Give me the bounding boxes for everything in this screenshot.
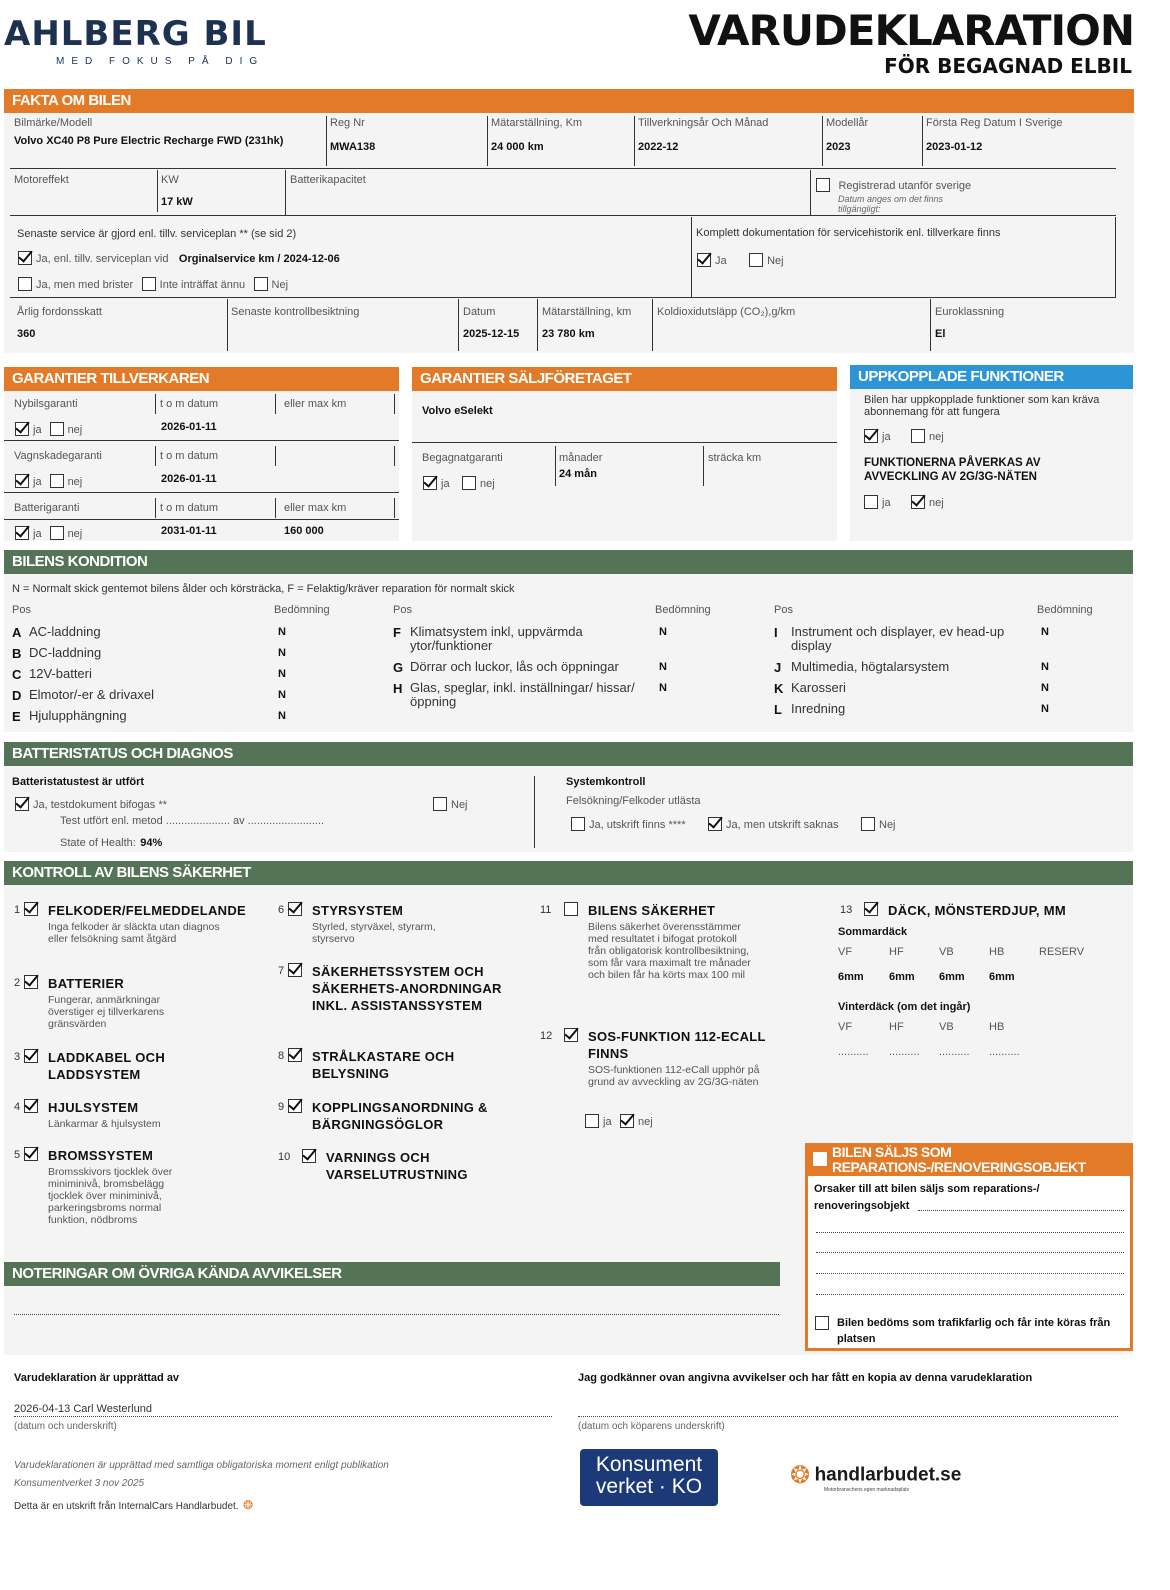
condition-pos: B	[12, 646, 22, 661]
tax-label: Årlig fordonsskatt	[17, 306, 102, 318]
insp-date-label: Datum	[463, 306, 496, 318]
warranty-label: Vagnskadegaranti	[14, 450, 102, 462]
safety-number: 2	[14, 977, 21, 989]
impact-no-label: nej	[929, 497, 944, 509]
tire-col-summer: RESERV	[1039, 946, 1085, 958]
service-opt1-value: Orginalservice km / 2024-12-06	[178, 253, 340, 265]
sys-opt2-checkbox[interactable]	[708, 817, 722, 831]
sys-opt2-label: Ja, men utskrift saknas	[726, 819, 839, 831]
salj-company: Volvo eSelekt	[422, 405, 493, 417]
safety-checkbox[interactable]	[24, 1099, 38, 1113]
condition-grade: N	[278, 668, 286, 680]
warranty-yes-checkbox[interactable]	[15, 422, 29, 436]
tax-value: 360	[17, 328, 36, 340]
summer-depth: 6mm	[939, 971, 965, 983]
kw-label: KW	[161, 174, 179, 186]
condition-pos: G	[393, 660, 404, 675]
safety-number: 11	[540, 904, 552, 916]
sys-opt3-checkbox[interactable]	[861, 817, 875, 831]
model-label: Bilmärke/Modell	[14, 117, 93, 129]
condition-grade: N	[659, 661, 667, 673]
doc-yes-label: Ja	[715, 255, 727, 267]
grade-header: Bedömning	[274, 604, 330, 616]
insp-date-value: 2025-12-15	[463, 328, 520, 340]
safety-number: 6	[278, 904, 285, 916]
safety-title: STYRSYSTEM	[312, 903, 404, 918]
sos-no-checkbox[interactable]	[620, 1114, 634, 1128]
safety-desc: SOS-funktionen 112-eCall upphör på grund av avveckling av 2G/3G-näten	[588, 1064, 760, 1088]
summer-label: Sommardäck	[838, 926, 908, 938]
condition-pos: I	[774, 625, 778, 640]
sys-opt1-label: Ja, utskrift finns ****	[589, 819, 686, 831]
year-label: Modellår	[826, 117, 869, 129]
safety-desc: Inga felkoder är släckta utan diagnos eller felsökning samt åtgärd	[48, 921, 220, 945]
buyer-sign-line[interactable]	[578, 1416, 1118, 1417]
safety-title: SOS-FUNKTION 112-ECALL FINNS	[588, 1029, 766, 1061]
tire-col-winter: HF	[889, 1021, 904, 1033]
uppk-no-checkbox[interactable]	[911, 429, 925, 443]
co2-label: Koldioxidutsläpp (CO₂),g/km	[657, 306, 796, 318]
effect-label: Motoreffekt	[14, 174, 69, 186]
safety-number: 13	[840, 904, 853, 916]
doc-subtitle: FÖR BEGAGNAD ELBIL	[884, 54, 1132, 78]
safety-checkbox[interactable]	[288, 902, 302, 916]
sys-label: Systemkontroll	[566, 776, 646, 788]
sys-opt3-label: Nej	[879, 819, 896, 831]
warranty-no-checkbox[interactable]	[50, 526, 64, 540]
handlarbudet-logo	[790, 1461, 961, 1493]
safety-checkbox[interactable]	[564, 1028, 578, 1042]
garanti-salj-header: GARANTIER SÄLJFÖRETAGET	[412, 367, 837, 391]
batt-method: Test utfört enl. metod ..................... av .........................	[60, 815, 325, 827]
warranty-date-label: t o m datum	[160, 450, 219, 462]
safety-checkbox[interactable]	[564, 902, 578, 916]
uppk-impact: FUNKTIONERNA PÅVERKAS AV AVVECKLING AV 2G/3G-NÄTEN	[864, 457, 1041, 483]
condition-name: Instrument och displayer, ev head-up display	[791, 624, 1005, 653]
warranty-no-label: nej	[67, 476, 83, 488]
reg-label: Reg Nr	[330, 117, 365, 129]
distance-label: sträcka km	[708, 452, 762, 464]
impact-yes-label: ja	[882, 497, 891, 509]
inspection-label: Senaste kontrollbesiktning	[231, 306, 360, 318]
km-value: 24 000 km	[491, 141, 544, 153]
doc-no-checkbox[interactable]	[749, 253, 763, 267]
doc-label: Komplett dokumentation för servicehistorik enl. tillverkare finns	[696, 227, 1001, 239]
safety-checkbox[interactable]	[24, 1049, 38, 1063]
condition-grade: N	[1041, 661, 1049, 673]
logo	[4, 14, 267, 67]
condition-name: Elmotor/-er & drivaxel	[29, 687, 154, 702]
safety-title: BATTERIER	[48, 976, 125, 991]
tire-col-winter: HB	[989, 1021, 1005, 1033]
safety-checkbox[interactable]	[864, 902, 878, 916]
used-no-checkbox[interactable]	[462, 476, 476, 490]
buyer-sign-label: (datum och köparens underskrift)	[578, 1421, 725, 1432]
handlarbudet-small-icon: ❂	[243, 1498, 254, 1512]
safety-desc: Fungerar, anmärkningar överstiger ej tillverkarens gränsvärden	[48, 994, 165, 1030]
condition-grade: N	[278, 689, 286, 701]
service-opt3-checkbox[interactable]	[142, 277, 156, 291]
warranty-date-value: 2026-01-11	[161, 473, 217, 485]
safety-desc: Bilens säkerhet överensstämmer med resultatet i bifogat protokoll från obligatorisk kontrollbesiktning, som får vara maximalt tre månader och bilen får ha körts max 100 mil	[588, 921, 751, 981]
batt-no-label: Nej	[451, 799, 468, 811]
warranty-label: Batterigaranti	[14, 502, 80, 514]
impact-yes-checkbox[interactable]	[864, 495, 878, 509]
safety-title: BILENS SÄKERHET	[588, 903, 716, 918]
batt-yes-label: Ja, testdokument bifogas **	[33, 799, 167, 811]
condition-name: DC-laddning	[29, 645, 102, 660]
logo-name: AHLBERG BIL	[4, 14, 267, 54]
warranty-yes-checkbox[interactable]	[15, 474, 29, 488]
condition-grade: N	[278, 710, 286, 722]
logo-tagline: MED FOKUS PÅ DIG	[56, 56, 265, 67]
warranty-date-label: t o m datum	[160, 398, 219, 410]
soh-value: 94%	[140, 837, 163, 849]
service-opt4-checkbox[interactable]	[254, 277, 268, 291]
grade-header: Bedömning	[1037, 604, 1093, 616]
warranty-km-label: eller max km	[284, 398, 347, 410]
reparation-reason: Orsaker till att bilen säljs som reparations-/ renoveringsobjekt	[814, 1183, 1040, 1212]
safety-title: VARNINGS OCH VARSELUTRUSTNING	[326, 1150, 468, 1182]
note1: Varudeklarationen är upprättad med samtliga obligatoriska moment enligt publikation	[14, 1460, 389, 1471]
condition-grade: N	[1041, 626, 1049, 638]
safety-title: DÄCK, MÖNSTERDJUP, MM	[888, 903, 1066, 918]
sos-no-label: nej	[638, 1116, 653, 1128]
noteringar-header: NOTERINGAR OM ÖVRIGA KÄNDA AVVIKELSER	[4, 1262, 780, 1286]
safety-checkbox[interactable]	[288, 963, 302, 977]
service-opt3-label: Inte inträffat ännu	[159, 279, 246, 291]
euro-label: Euroklassning	[935, 306, 1005, 318]
batt-no-checkbox[interactable]	[433, 797, 447, 811]
summer-depth: 6mm	[889, 971, 915, 983]
sos-yes-label: ja	[603, 1116, 612, 1128]
warranty-no-label: nej	[67, 424, 83, 436]
safety-title: BROMSSYSTEM	[48, 1148, 154, 1163]
handlarbudet-name: handlarbudet.se	[814, 1464, 962, 1486]
safety-title: LADDKABEL OCH LADDSYSTEM	[48, 1050, 166, 1082]
note2: Konsumentverket 3 nov 2025	[14, 1478, 145, 1489]
safety-title: HJULSYSTEM	[48, 1100, 139, 1115]
tire-col-summer: HF	[889, 946, 904, 958]
garanti-tillv-header: GARANTIER TILLVERKAREN	[4, 367, 399, 391]
handlarbudet-icon: ❂	[790, 1462, 811, 1489]
warranty-date-value: 2026-01-11	[161, 421, 217, 433]
insp-km-value: 23 780 km	[542, 328, 595, 340]
uppk-yes-label: ja	[882, 431, 891, 443]
kw-value: 17 kW	[161, 196, 193, 208]
condition-pos: A	[12, 625, 22, 640]
batt-test-label: Batteristatustest är utfört	[12, 776, 145, 788]
warranty-yes-label: ja	[33, 476, 42, 488]
safety-checkbox[interactable]	[24, 1147, 38, 1161]
made-by-label: Varudeklaration är upprättad av	[14, 1372, 180, 1384]
condition-pos: L	[774, 702, 782, 717]
safety-desc: Bromsskivors tjocklek över miniminivå, bromsbelägg tjocklek över miniminivå, parkeringsbroms normal funktion, nödbroms	[48, 1166, 173, 1226]
reparation-checkbox[interactable]	[813, 1152, 827, 1166]
year-value: 2023	[826, 141, 851, 153]
condition-name: AC-laddning	[29, 624, 101, 639]
tire-col-winter: VB	[939, 1021, 954, 1033]
insp-km-label: Mätarställning, km	[542, 306, 632, 318]
safety-checkbox[interactable]	[288, 1099, 302, 1113]
service-opt1-checkbox[interactable]	[18, 251, 32, 265]
safety-number: 12	[540, 1030, 553, 1042]
uppk-no-label: nej	[929, 431, 944, 443]
safety-checkbox[interactable]	[24, 902, 38, 916]
service-opt4-label: Nej	[271, 279, 289, 291]
condition-grade: N	[278, 647, 286, 659]
noteringar-line[interactable]	[14, 1314, 779, 1315]
safety-number: 1	[14, 904, 21, 916]
safety-number: 9	[278, 1101, 285, 1113]
condition-name: Karosseri	[791, 680, 846, 695]
condition-pos: D	[12, 688, 22, 703]
abroad-note: Datum anges om det finns tillgängligt:	[838, 194, 944, 214]
warranty-date-label: t o m datum	[160, 502, 219, 514]
tire-col-summer: VB	[939, 946, 954, 958]
safety-desc: Styrled, styrväxel, styrarm, styrservo	[312, 921, 436, 945]
condition-name: 12V-batteri	[29, 666, 92, 681]
winter-depth: ..........	[838, 1046, 869, 1058]
unsafe-checkbox[interactable]	[815, 1316, 829, 1330]
tire-col-summer: HB	[989, 946, 1005, 958]
euro-value: El	[935, 328, 946, 340]
doc-yes-checkbox[interactable]	[697, 253, 711, 267]
uppkopplade-header: UPPKOPPLADE FUNKTIONER	[850, 365, 1133, 389]
months-value: 24 mån	[559, 468, 597, 480]
doc-title: VARUDEKLARATION	[688, 6, 1134, 55]
condition-pos: J	[774, 660, 782, 675]
mfg-value: 2022-12	[638, 141, 679, 153]
abroad-checkbox[interactable]	[816, 178, 830, 192]
fakta-header: FAKTA OM BILEN	[4, 89, 1134, 113]
sos-yes-checkbox[interactable]	[585, 1114, 599, 1128]
warranty-km-value: 160 000	[284, 525, 324, 537]
safety-checkbox[interactable]	[302, 1149, 316, 1163]
condition-pos: E	[12, 709, 21, 724]
kv-line2: verket · KO	[595, 1475, 703, 1498]
winter-label: Vinterdäck (om det ingår)	[838, 1001, 971, 1013]
mfg-label: Tillverkningsår Och Månad	[638, 117, 769, 129]
note3: Detta är en utskrift från InternalCars Handlarbudet.	[14, 1501, 239, 1512]
firstreg-value: 2023-01-12	[926, 141, 983, 153]
safety-desc: Länkarmar & hjulsystem	[48, 1118, 161, 1130]
service-opt2-checkbox[interactable]	[18, 277, 32, 291]
warranty-yes-label: ja	[33, 424, 42, 436]
kv-line1: Konsument	[595, 1453, 703, 1476]
sys-opt1-checkbox[interactable]	[571, 817, 585, 831]
warranty-no-checkbox[interactable]	[50, 474, 64, 488]
pos-header: Pos	[393, 604, 412, 616]
used-yes-checkbox[interactable]	[423, 476, 437, 490]
condition-name: Multimedia, högtalarsystem	[791, 659, 950, 674]
safety-number: 5	[14, 1149, 21, 1161]
signer: 2026-04-13 Carl Westerlund	[14, 1403, 152, 1415]
sakerhet-header: KONTROLL AV BILENS SÄKERHET	[4, 861, 1133, 885]
abroad-label: Registrerad utanför sverige	[838, 180, 972, 192]
service-opt2-label: Ja, men med brister	[36, 279, 134, 291]
summer-depth: 6mm	[989, 971, 1015, 983]
soh-label: State of Health:	[60, 837, 136, 849]
safety-number: 10	[278, 1151, 291, 1163]
uppkopplade-desc: Bilen har uppkopplade funktioner som kan kräva abonnemang för att fungera	[864, 394, 1100, 418]
condition-pos: K	[774, 681, 784, 696]
condition-grade: N	[659, 682, 667, 694]
grade-header: Bedömning	[655, 604, 711, 616]
impact-no-checkbox[interactable]	[911, 495, 925, 509]
tire-col-summer: VF	[838, 946, 853, 958]
winter-depth: ..........	[889, 1046, 920, 1058]
uppk-yes-checkbox[interactable]	[864, 429, 878, 443]
condition-pos: H	[393, 681, 403, 696]
warranty-date-value: 2031-01-11	[161, 525, 217, 537]
safety-title: KOPPLINGSANORDNING & BÄRGNINGSÖGLOR	[312, 1100, 488, 1132]
condition-grade: N	[659, 626, 667, 638]
safety-number: 4	[14, 1101, 21, 1113]
months-label: månader	[559, 452, 603, 464]
condition-grade: N	[1041, 703, 1049, 715]
summer-depth: 6mm	[838, 971, 864, 983]
condition-pos: F	[393, 625, 401, 640]
warranty-yes-checkbox[interactable]	[15, 526, 29, 540]
doc-no-label: Nej	[767, 255, 784, 267]
batteri-header: BATTERISTATUS OCH DIAGNOS	[4, 742, 1133, 766]
safety-number: 7	[278, 965, 285, 977]
reg-value: MWA138	[330, 141, 376, 153]
batt-yes-checkbox[interactable]	[15, 797, 29, 811]
firstreg-label: Första Reg Datum I Sverige	[926, 117, 1063, 129]
approve-label: Jag godkänner ovan angivna avvikelser och har fått en kopia av denna varudeklaration	[578, 1372, 1033, 1384]
used-warranty-label: Begagnatgaranti	[422, 452, 503, 464]
warranty-km-label: eller max km	[284, 502, 347, 514]
used-no-label: nej	[480, 478, 495, 490]
handlarbudet-tag: Motorbranschens egen marknadsplats	[824, 1487, 910, 1493]
reparation-title: BILEN SÄLJS SOM REPARATIONS-/RENOVERINGSOBJEKT	[832, 1144, 1086, 1175]
model-value: Volvo XC40 P8 Pure Electric Recharge FWD (231hk)	[14, 135, 284, 147]
safety-title: SÄKERHETSSYSTEM OCH SÄKERHETS-ANORDNINGAR INKL. ASSISTANSSYSTEM	[312, 964, 502, 1013]
battery-label: Batterikapacitet	[290, 174, 366, 186]
pos-header: Pos	[12, 604, 31, 616]
condition-name: Glas, speglar, inkl. inställningar/ hissar/öppning	[410, 680, 635, 709]
safety-number: 8	[278, 1050, 285, 1062]
condition-name: Klimatsystem inkl, uppvärmda ytor/funktioner	[410, 624, 583, 653]
condition-pos: C	[12, 667, 22, 682]
service-label: Senaste service är gjord enl. tillv. serviceplan ** (se sid 2)	[17, 228, 297, 240]
pos-header: Pos	[774, 604, 793, 616]
warranty-yes-label: ja	[33, 528, 42, 540]
safety-title: FELKODER/FELMEDDELANDE	[48, 903, 246, 918]
used-yes-label: ja	[441, 478, 450, 490]
condition-name: Dörrar och luckor, lås och öppningar	[410, 659, 619, 674]
safety-title: STRÅLKASTARE OCH BELYSNING	[312, 1049, 455, 1081]
warranty-no-label: nej	[67, 528, 83, 540]
km-label: Mätarställning, Km	[491, 117, 583, 129]
winter-depth: ..........	[939, 1046, 970, 1058]
service-opt1-label: Ja, enl. tillv. serviceplan vid	[36, 253, 169, 265]
kondition-legend: N = Normalt skick gentemot bilens ålder och körsträcka, F = Felaktig/kräver reparation för normalt skick	[12, 583, 515, 595]
date-sign-label: (datum och underskrift)	[14, 1421, 117, 1432]
sys-sub: Felsökning/Felkoder utlästa	[566, 795, 701, 807]
condition-name: Inredning	[791, 701, 846, 716]
winter-depth: ..........	[989, 1046, 1020, 1058]
warranty-no-checkbox[interactable]	[50, 422, 64, 436]
unsafe-label: Bilen bedöms som trafikfarlig och får inte köras från platsen	[837, 1317, 1111, 1345]
kondition-header: BILENS KONDITION	[4, 550, 1133, 574]
safety-number: 3	[14, 1051, 21, 1063]
condition-name: Hjulupphängning	[29, 708, 127, 723]
condition-grade: N	[278, 626, 286, 638]
konsumentverket-logo	[580, 1449, 718, 1506]
tire-col-winter: VF	[838, 1021, 853, 1033]
safety-checkbox[interactable]	[24, 975, 38, 989]
warranty-label: Nybilsgaranti	[14, 398, 78, 410]
safety-checkbox[interactable]	[288, 1048, 302, 1062]
condition-grade: N	[1041, 682, 1049, 694]
